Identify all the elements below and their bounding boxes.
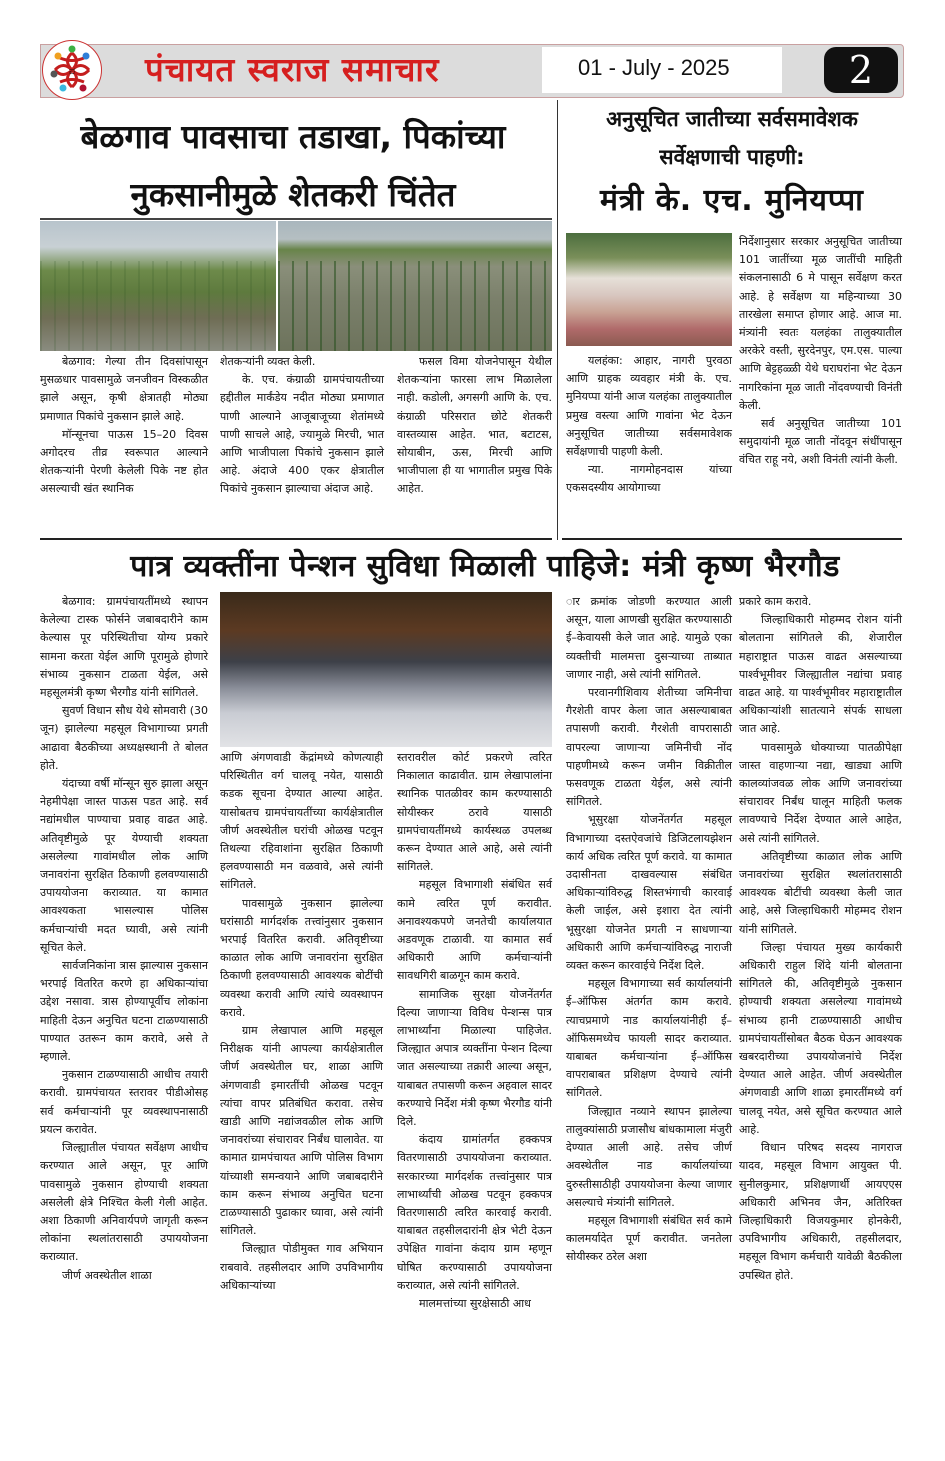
paragraph: स्तरावरील कोर्ट प्रकरणे त्वरित निकालात काढावीत. ग्राम लेखापालांना स्थानिक पातळीवर काम करण्यासाठी सोयीस्कर ठरावे यासाठी ग्रामपंचायतींमध्ये कार्यस्थळ उपलब्ध करून देण्यात आले आहे, असे त्यांनी सांगितले. bbox=[397, 751, 552, 874]
paragraph: महसूल विभागाशी संबंधित सर्व कामे त्वरित पूर्ण करावीत. अनावश्यकपणे जनतेची कार्यालयात अडवणूक टाळावी. या कामात सर्व अधिकारी आणि कर्मचाऱ्यांनी सावधगिरी बाळगून काम करावे. bbox=[397, 878, 552, 983]
column-divider bbox=[557, 100, 558, 540]
paragraph: शेतकऱ्यांनी व्यक्त केली. bbox=[220, 355, 316, 368]
issue-date: 01 - July - 2025 bbox=[578, 55, 730, 80]
paragraph: ग्राम लेखापाल आणि महसूल निरीक्षक यांनी आपल्या कार्यक्षेत्रातील जीर्ण अवस्थेतील घर, शाळा आणि अंगणवाडी इमारतींची ओळख पटवून त्यांचा वापर प्रतिबंधित करावा. तसेच खाडी आणि नद्यांजवळील लोक आणि जनावरांच्या संचारावर निर्बंध घालावेत. या कामात ग्रामपंचायत आणि पोलिस विभाग यांच्याशी समन्वयाने आणि जबाबदारीने काम करून संभाव्य अनुचित घटना टाळण्यासाठी पुढाकार घ्यावा, असे त्यांनी सांगितले. bbox=[220, 1024, 383, 1238]
story2-column-1 bbox=[566, 352, 732, 498]
story2-headline-line1: अनुसूचित जातीच्या सर्वसमावेशक bbox=[606, 107, 858, 131]
svg-text:ಪ: ಪ bbox=[68, 66, 76, 77]
paragraph: जिल्ह्यातील पंचायत सर्वेक्षण आधीच करण्यात आले असून, पूर आणि पावसामुळे नुकसान होण्याची शक्यता असलेली क्षेत्रे निश्चित केली गेली आहेत. अशा ठिकाणी अनिवार्यपणे जागृती करून लोकांना स्थलांतरासाठी उपाययोजना कराव्यात. bbox=[40, 1141, 208, 1264]
paragraph: पावसामुळे नुकसान झालेल्या घरांसाठी मार्गदर्शक तत्त्वांनुसार नुकसान भरपाई वितरित करावी. अतिवृष्टीच्या काळात लोक आणि जनावरांना सुरक्षित ठिकाणी हलवण्यासाठी आवश्यक बोटींची व्यवस्था करावी आणि त्यांचे व्यवस्थापन करावे. bbox=[220, 896, 383, 1019]
paragraph: न्या. नागमोहनदास यांच्या एकसदस्यीय आयोगाच्या bbox=[566, 463, 732, 495]
paragraph: विधान परिषद सदस्य नागराज यादव, महसूल विभाग आयुक्त पी. सुनीलकुमार, प्रशिक्षणार्थी आयएएस अधिकारी अभिनव जैन, अतिरिक्त जिल्हाधिकारी विजयकुमार होनकेरी, उपविभागीय अधिकारी, तहसीलदार, महसूल विभाग कर्मचारी यावेळी बैठकीला उपस्थित होते. bbox=[739, 1141, 902, 1282]
paragraph: जिल्ह्यात नव्याने स्थापन झालेल्या तालुक्यांसाठी प्रजासौध बांधकामाला मंजुरी देण्यात आली आहे. तसेच जीर्ण अवस्थेतील नाड कार्यालयांच्या दुरुस्तीसाठीही उपाययोजना केल्या जाणार असल्याचे मंत्र्यांनी सांगितले. bbox=[566, 1104, 732, 1209]
divider bbox=[40, 218, 552, 220]
minister-with-citizens-photo bbox=[566, 233, 732, 346]
story1-headline-line2: नुकसानीमुळे शेतकरी चिंतेत bbox=[130, 175, 456, 214]
paragraph: जिल्हा पंचायत मुख्य कार्यकारी अधिकारी राहुल शिंदे यांनी बोलताना सांगितले की, अतिवृष्टीमुळे नुकसान होण्याची शक्यता असलेल्या गावांमध्ये संभाव्य हानी टाळण्यासाठी आधीच ग्रामपंचायतींसोबत बैठक घेऊन आवश्यक खबरदारीच्या उपाययोजनांचे निर्देश देण्यात आले आहेत. जीर्ण अवस्थेतील अंगणवाडी आणि शाळा इमारतींमध्ये वर्ग चालवू नयेत, असे सूचित करण्यात आले आहे. bbox=[739, 940, 902, 1136]
story1-column-3 bbox=[397, 353, 552, 499]
story3-column-5 bbox=[739, 593, 902, 1285]
paragraph: मॉन्सूनचा पाऊस 15–20 दिवस अगोदरच तीव्र स्वरूपात आल्याने शेतकऱ्यांनी पेरणी केलेली पिके नष्ट होत असल्याची खंत स्थानिक bbox=[40, 427, 208, 496]
story2-headline-line2: सर्वेक्षणाची पाहणी: bbox=[659, 145, 805, 169]
paragraph: कंदाय ग्रामांतर्गत हक्कपत्र वितरणासाठी उपाययोजना कराव्यात. सरकारच्या मार्गदर्शक तत्त्वांनुसार पात्र लाभार्थ्यांची ओळख पटवून हक्कपत्र वितरणासाठी त्वरित कारवाई करावी. याबाबत तहसीलदारांनी क्षेत्र भेटी देऊन उपेक्षित गावांना कंदाय ग्राम म्हणून घोषित करण्यासाठी उपाययोजना कराव्यात, असे त्यांनी सांगितले. bbox=[397, 1133, 552, 1292]
paragraph: प्रकारे काम करावे. bbox=[739, 595, 812, 608]
story2-headline bbox=[562, 100, 902, 226]
story3-headline: पात्र व्यक्तींना पेन्शन सुविधा मिळाली पाहिजे: मंत्री कृष्ण भैरगौड bbox=[130, 549, 840, 584]
paragraph: महसूल विभागाच्या सर्व कार्यालयांनी ई–ऑफिस अंतर्गत काम करावे. त्याचप्रमाणे नाड कार्यालयांनीही ई–ऑफिसमध्येच फायली सादर कराव्यात. याबाबत कर्मचाऱ्यांना ई–ऑफिस वापराबाबत प्रशिक्षण देण्याचे त्यांनी सांगितले. bbox=[566, 977, 732, 1100]
paragraph: यंदाच्या वर्षी मॉन्सून सुरु झाला असून नेहमीपेक्षा जास्त पाऊस पडत आहे. सर्व नद्यांमधील पाण्याचा प्रवाह वाढत आहे. अतिवृष्टीमुळे पूर येण्याची शक्यता असलेल्या गावांमधील लोक आणि जनावरांना सुरक्षित ठिकाणी हलवण्यासाठी उपाययोजना कराव्यात. या कामात आवश्यकता भासल्यास पोलिस कर्मचाऱ्यांची मदत घ्यावी, असे त्यांनी सूचित केले. bbox=[40, 777, 208, 954]
paragraph: पावसामुळे धोक्याच्या पातळीपेक्षा जास्त वाहणाऱ्या नद्या, खाड्या आणि कालव्यांजवळ लोक आणि जनावरांच्या संचारावर निर्बंध घालून माहिती फलक लावण्याचे निर्देश देण्यात आले आहेत, असे त्यांनी सांगितले. bbox=[739, 740, 902, 845]
paragraph: ार क्रमांक जोडणी करण्यात आली असून, याला आणखी सुरक्षित करण्यासाठी ई–केवायसी केले जात आहे. यामुळे एका व्यक्तीची मालमत्ता दुसऱ्याच्या ताब्यात जाणार नाही, असे त्यांनी सांगितले. bbox=[566, 595, 732, 681]
paragraph: सामाजिक सुरक्षा योजनेंतर्गत दिल्या जाणाऱ्या विविध पेन्शन्स पात्र लाभार्थ्यांना मिळाल्या पाहिजेत. जिल्ह्यात अपात्र व्यक्तींना पेन्शन दिल्या जात असल्याच्या तक्रारी आल्या असून, याबाबत तपासणी करून अहवाल सादर करण्याचे निर्देश मंत्री कृष्ण भैरगौड यांनी दिले. bbox=[397, 987, 552, 1129]
paragraph: यलहंका: आहार, नागरी पुरवठा आणि ग्राहक व्यवहार मंत्री के. एच. मुनियप्पा यांनी आज यलहंका तालुक्यातील प्रमुख वस्त्या आणि गावांना भेट देऊन अनुसूचित जातीच्या सर्वसमावेशक सर्वेक्षणाची पाहणी केली. bbox=[566, 354, 732, 459]
divider bbox=[562, 538, 902, 540]
paragraph: महसूल विभागाशी संबंधित सर्व कामे कालमर्यादेत पूर्ण करावीत. जनतेला सोयीस्कर ठरेल अशा bbox=[566, 1213, 732, 1264]
paragraph: जीर्ण अवस्थेतील शाळा bbox=[62, 1268, 152, 1282]
paragraph: सर्व अनुसूचित जातीच्या 101 समुदायांनी मूळ जाती नोंदवून संधींपासून वंचित राहू नये, अशी विनंती त्यांनी केली. bbox=[739, 417, 902, 467]
story2-headline-line3: मंत्री के. एच. मुनियप्पा bbox=[600, 183, 864, 218]
paragraph: निर्देशानुसार सरकार अनुसूचित जातीच्या 101 जातींच्या मूळ जातींची माहिती संकलनासाठी 6 मे पासून सर्वेक्षण करत आहे. हे सर्वेक्षण या महिन्याच्या 30 तारखेला समाप्त होणार आहे. आज मा. मंत्र्यांनी स्वतः यलहंका तालुक्यातील अरकेरे वस्ती, सुरदेनपुर, एम.एस. पाल्या आणि बेट्टहळ्ळी येथे घराघरांना भेट देऊन नागरिकांना मूळ जाती नोंदवण्याची विनंती केली. bbox=[739, 235, 902, 412]
paragraph: मालमत्तांच्या सुरक्षेसाठी आध bbox=[419, 1297, 531, 1311]
paragraph: भूसुरक्षा योजनेंतर्गत महसूल विभागाच्या दस्तऐवजांचे डिजिटलायझेशन कार्य अधिक त्वरित पूर्ण करावे. या कामात उदासीनता दाखवल्यास संबंधित अधिकाऱ्यांविरुद्ध शिस्तभंगाची कारवाई केली जाईल, असे इशारा देत त्यांनी भूसुरक्षा योजनेत प्रगती न साधणाऱ्या अधिकारी आणि कर्मचाऱ्यांविरुद्ध नाराजी व्यक्त करून कारवाईचे निर्देश दिले. bbox=[566, 813, 732, 973]
story1-headline-line1: बेळगाव पावसाचा तडाखा, पिकांच्या bbox=[80, 117, 506, 156]
revenue-department-meeting-photo bbox=[220, 592, 552, 747]
paragraph: बेळगाव: ग्रामपंचायतींमध्ये स्थापन केलेल्या टास्क फोर्सने जबाबदारीने काम केल्यास पूर परिस्थितीचा योग्य प्रकारे सामना करता येईल आणि पूरामुळे होणारे संभाव्य नुकसान टाळता येईल, असे महसूलमंत्री कृष्ण भैरगौड यांनी सांगितले. bbox=[40, 595, 208, 700]
story1-column-1 bbox=[40, 353, 208, 499]
paragraph: के. एच. कंग्राळी ग्रामपंचायतीच्या हद्दीतील मार्कंडेय नदीत मोठ्या प्रमाणात पाणी आल्याने आजूबाजूच्या शेतांमध्ये पाणी साचले आहे, ज्यामुळे मिरची, भात आणि भाजीपाला पिकांचे नुकसान झाले आहे. अंदाजे 400 एकर क्षेत्रातील पिकांचे नुकसान झाल्याचा अंदाज आहे. bbox=[220, 373, 384, 496]
story3-column-4 bbox=[566, 593, 732, 1267]
paragraph: आणि अंगणवाडी केंद्रांमध्ये कोणत्याही परिस्थितीत वर्ग चालवू नयेत, यासाठी कडक सूचना देण्यात आल्या आहेत. यासोबतच ग्रामपंचायतींच्या कार्यक्षेत्रातील जीर्ण अवस्थेतील घरांची ओळख पटवून तिथल्या रहिवाशांना सुरक्षित ठिकाणी हलवण्यासाठी मन वळवावे, असे त्यांनी सांगितले. bbox=[220, 751, 383, 892]
paragraph: परवानगीशिवाय शेतीच्या जमिनीचा गैरशेती वापर केला जात असल्याबाबत तपासणी करावी. गैरशेती वापरासाठी वापरल्या जाणाऱ्या जमिनीची नोंद पाहणीमध्ये करून जमीन विक्रीतील फसवणूक टाळता येईल, असे त्यांनी सांगितले. bbox=[566, 686, 732, 809]
paragraph: सुवर्ण विधान सौध येथे सोमवारी (30 जून) झालेल्या महसूल विभागाच्या प्रगती आढावा बैठकीच्या अध्यक्षस्थानी ते बोलत होते. bbox=[40, 704, 208, 772]
story2-column-2 bbox=[739, 233, 902, 470]
paragraph: नुकसान टाळण्यासाठी आधीच तयारी करावी. ग्रामपंचायत स्तरावर पीडीओसह सर्व कर्मचाऱ्यांनी पूर व्यवस्थापनासाठी प्रयत्न करावेत. bbox=[40, 1068, 208, 1136]
newspaper-title: पंचायत स्वराज समाचार bbox=[145, 50, 440, 89]
page-number-badge: 2 bbox=[824, 47, 898, 93]
story3-column-3 bbox=[397, 749, 552, 1313]
story3-column-1 bbox=[40, 593, 208, 1285]
story1-headline bbox=[30, 108, 556, 224]
story1-column-2 bbox=[220, 353, 384, 499]
paragraph: सार्वजनिकांना त्रास झाल्यास नुकसान भरपाई वितरित करणे हा अधिकाऱ्यांचा उद्देश नसावा. त्रास होण्यापूर्वीच लोकांना माहिती देऊन अनुचित घटना टाळण्यासाठी पाण्यात उतरून काम करावे, असे ते म्हणाले. bbox=[40, 959, 208, 1064]
paragraph: बेळगाव: गेल्या तीन दिवसांपासून मुसळधार पावसामुळे जनजीवन विस्कळीत झाले असून, कृषी क्षेत्रातही मोठ्या प्रमाणात पिकांचे नुकसान झाले आहे. bbox=[40, 355, 208, 423]
divider bbox=[40, 538, 552, 540]
paragraph: जिल्हाधिकारी मोहम्मद रोशन यांनी बोलताना सांगितले की, शेजारील महाराष्ट्रात पाऊस वाढत असल्याच्या पार्श्वभूमीवर जिल्ह्यातील नद्यांचा प्रवाह वाढत आहे. या पार्श्वभूमीवर महाराष्ट्रातील अधिकाऱ्यांशी सातत्याने संपर्क साधला जात आहे. bbox=[739, 613, 902, 736]
waterlogged-crop-photo bbox=[278, 221, 552, 351]
paragraph: जिल्ह्यात पोडीमुक्त गाव अभियान राबवावे. तहसीलदार आणि उपविभागीय अधिकाऱ्यांच्या bbox=[220, 1242, 383, 1292]
paragraph: फसल विमा योजनेपासून येथील शेतकऱ्यांना फारसा लाभ मिळालेला नाही. कडोली, अगसगी आणि के. एच. कंग्राळी परिसरात छोटे शेतकरी वास्तव्यास आहेत. भात, बटाटस, सोयाबीन, ऊस, मिरची आणि भाजीपाला ही या भागातील प्रमुख पिके आहेत. bbox=[397, 355, 552, 496]
paragraph: अतिवृष्टीच्या काळात लोक आणि जनावरांच्या सुरक्षित स्थलांतरासाठी आवश्यक बोटींची व्यवस्था केली जात आहे, असे जिल्हाधिकारी मोहम्मद रोशन यांनी सांगितले. bbox=[739, 849, 902, 936]
story3-column-2 bbox=[220, 749, 383, 1295]
panchayat-logo-icon bbox=[42, 40, 102, 100]
flooded-field-photo bbox=[40, 221, 276, 351]
